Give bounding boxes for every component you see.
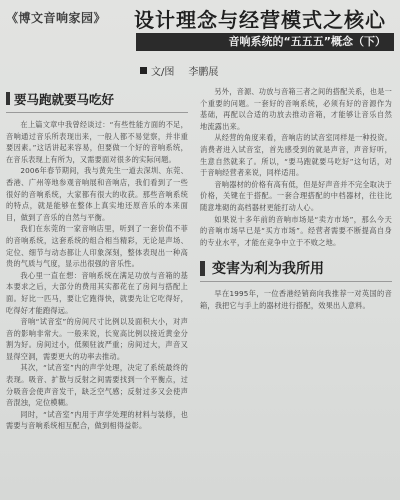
paragraph: 我心里一直在想：音响系统在满足功放与音箱的基本要求之后，大部分的费用其实都花在了房间与搭配上面。好比一匹马，要让它跑得快，就要先让它吃得好，吃得好才能跑得远。	[6, 270, 188, 315]
paragraph: 同时，“试音室”内用于声学处理的材料与装修，也需要与音响系统相互配合，做到相得益彰。	[6, 409, 188, 431]
heading-bar-icon	[6, 92, 10, 105]
square-bullet-icon	[140, 67, 147, 74]
byline-prefix: 文/图	[151, 67, 175, 78]
author-name: 李鹏展	[188, 67, 219, 78]
section-heading-text: 要马跑就要马吃好	[14, 92, 115, 107]
left-column	[6, 88, 188, 432]
byline	[140, 63, 218, 78]
paragraph: 其次，“试音室”内的声学处理，决定了系统最终的表现。吸音、扩散与反射之间需要找到一个平衡点，过分吸音会使声音发干，缺乏空气感；反射过多又会使声音混浊，定位模糊。	[6, 363, 188, 408]
paragraph: 早在1995年，一位香港经销商向我推荐一对英国的音箱，我把它与手上的器材进行搭配，效果出人意料。	[200, 289, 392, 310]
heading-bar-icon	[200, 261, 205, 276]
section-heading-text: 变害为利为我所用	[212, 261, 324, 278]
right-column	[200, 86, 392, 312]
paragraph: 音响器材的价格有高有低，但是好声音并不完全取决于价格，关键在于搭配。一套合理搭配的中档器材，往往比随意堆砌的高档器材更能打动人心。	[200, 179, 392, 212]
paragraph: 从经营的角度来看，音响店的试音室同样是一种投资。消费者进入试音室，首先感受到的就是声音，声音好听，生意自然就来了。所以，“要马跑就要马吃好”这句话，对于音响经营者来说，同样适用。	[200, 133, 392, 178]
section-heading-right	[200, 256, 392, 282]
article-title: 设计理念与经营模式之核心	[134, 8, 386, 32]
paragraph: 在上篇文章中我曾经谈过：“有些性能方面的不足，音响通过音乐所表现出来，一般人都不易觉察，并非重要因素。”这话讲起来容易，但要做一个好的音响系统，在音乐表现上有所为，又需要面对很多的实际问题。	[6, 120, 188, 164]
paragraph: 我们在东莞的一家音响店里，听到了一套价值不菲的音响系统，这套系统的组合相当精彩，无论是声场、定位、细节与动态都让人印象深刻，整体表现出一种高贵的气质与气度，显示出很强的音乐性。	[6, 224, 188, 269]
column-tag: 《博文音响家园》	[6, 11, 107, 25]
paragraph: 音响“试音室”的房间尺寸比例以及面积大小，对声音的影响非常大。一般来说，长宽高比例以接近黄金分割为好。房间过小，低频驻波严重；房间过大，声音又显得空洞，需要更大的功率去推动。	[6, 317, 188, 361]
section-heading-left	[6, 88, 188, 113]
article-subtitle: 音响系统的“五五五”概念（下）	[136, 33, 394, 51]
paragraph: 2006年春节期间，我与黄先生一道去深圳、东莞、香港、广州等地参观音响展和音响店，我们看到了一些很好的音响系统，大家都有很大的收获。那些音响系统的特点，就是能够在整体上真实地还原音乐的本来面目，做到了音乐的自然与平衡。	[6, 166, 188, 222]
paragraph: 如果说十多年前的音响市场是“卖方市场”，那么今天的音响市场早已是“买方市场”。经营者需要不断提高自身的专业水平，才能在竞争中立于不败之地。	[200, 214, 392, 247]
paragraph: 另外，音源、功放与音箱三者之间的搭配关系，也是一个重要的问题。一套好的音响系统，必须有好的音源作为基础，再配以合适的功放去推动音箱，才能够让音乐自然地流露出来。	[200, 87, 392, 131]
